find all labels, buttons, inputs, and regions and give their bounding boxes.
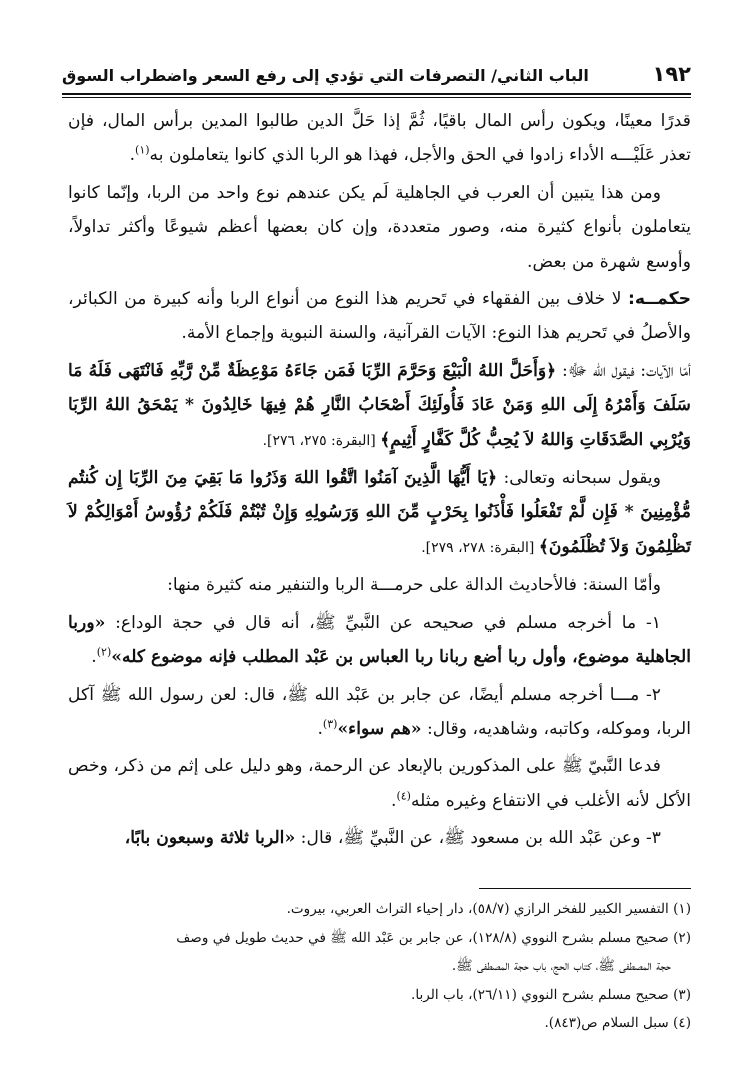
quran-paragraph: أمّا الآيات: فيقول الله ﷻ: ﴿وَأَحَلَّ اللهُ الْبَيْعَ وَحَرَّمَ الرِّبَا فَمَن جَاءَهُ مَوْعِظَةٌ مِّنْ رَّبِّهِ فَانْتَهَى فَلَهُ مَا سَلَفَ وَأَمْرُهُ إِلَى اللهِ وَمَنْ عَادَ فَأُولَئِكَ أَصْحَابُ النَّارِ هُمْ فِيهَا خَالِدُونَ * يَمْحَقُ اللهُ الرِّبَا وَيُرْبِي الصَّدَقَاتِ وَاللهُ لاَ يُحِبُّ كُلَّ كَفَّارٍ أَثِيمٍ﴾ [البقرة: ٢٧٥، ٢٧٦]. bbox=[68, 360, 691, 450]
paragraph: وأمّا السنة: فالأحاديث الدالة على حرمـــة الربا والتنفير منه كثيرة منها: bbox=[167, 575, 661, 596]
hadith-text: «هم سواء» bbox=[337, 718, 422, 739]
footnote-divider bbox=[479, 888, 691, 889]
quran-verse: ﴿يَا أَيُّهَا الَّذِينَ آمَنُوا اتَّقُوا اللهَ وَذَرُوا مَا بَقِيَ مِنَ الرِّبَا إِن كُنتُم مُّؤْمِنِينَ * فَإِن لَّمْ تَفْعَلُوا فَأْذَنُوا بِحَرْبٍ مِّنَ اللهِ وَرَسُولِهِ وَإِنْ تُبْتُمْ فَلَكُمْ رُؤُوسُ أَمْوَالِكُمْ لاَ تَظْلِمُونَ وَلاَ تُظْلَمُونَ﴾ bbox=[68, 468, 691, 557]
footnote-1: (١) التفسير الكبير للفخر الرازي (٥٨/٧)، دار إحياء التراث العربي، بيروت. bbox=[286, 901, 691, 917]
verse-reference: [البقرة: ٢٧٨، ٢٧٩]. bbox=[421, 539, 539, 556]
footnote-ref-4: (٤) bbox=[396, 788, 411, 802]
chapter-title: الباب الثاني/ التصرفات التي تؤدي إلى رفع السعر واضطراب السوق bbox=[62, 66, 589, 85]
footnote-ref-2: (٢) bbox=[96, 645, 112, 659]
footnote-ref-3: (٣) bbox=[322, 717, 338, 731]
footnote-2: (٢) صحيح مسلم بشرح النووي (١٢٨/٨)، عن جابر بن عَبْد الله ﷺ في حديث طويل في وصف bbox=[176, 929, 691, 946]
paragraph: قدرًا معينًا، ويكون رأس المال باقيًا، ثُمَّ إذا حَلَّ الدين طالبوا المدين برأس المال، فإن تعذر عَلَيْـــه الأداء زادوا في الحق والأجل، فهذا هو الربا الذي كانوا يتعاملون به$^{(١)}$. bbox=[68, 111, 691, 166]
ruling-heading: حكمــه: bbox=[628, 289, 691, 310]
hadith-paragraph: ١- ما أخرجه مسلم في صحيحه عن النَّبيِّ ﷺ، أنه قال في حجة الوداع: «وربا الجاهلية موضوع، وأول ربا أضع ربانا ربا العباس بن عَبْد المطلب فإنه موضوع كله»$^{(٢)}$. bbox=[68, 612, 691, 668]
ruling-paragraph: حكمــه: لا خلاف بين الفقهاء في تَحريم هذا النوع من أنواع الربا وأنه كبيرة من الكبائر، والأصلُ في تَحريم هذا النوع: الآيات القرآنية، والسنة النبوية وإجماع الأمة. bbox=[68, 289, 691, 344]
header-divider bbox=[62, 93, 691, 95]
hadith-paragraph: ٣- وعن عَبْد الله بن مسعود ﷺ، عن النَّبيِّ ﷺ، قال: «الربا ثلاثة وسبعون بابًا، bbox=[124, 828, 661, 849]
page-number: ١٩٢ bbox=[652, 62, 691, 86]
quran-verse: ﴿وَأَحَلَّ اللهُ الْبَيْعَ وَحَرَّمَ الرِّبَا فَمَن جَاءَهُ مَوْعِظَةٌ مِّنْ رَّبِّهِ فَانْتَهَى فَلَهُ مَا سَلَفَ وَأَمْرُهُ إِلَى اللهِ وَمَنْ عَادَ فَأُولَئِكَ أَصْحَابُ النَّارِ هُمْ فِيهَا خَالِدُونَ * يَمْحَقُ اللهُ الرِّبَا وَيُرْبِي الصَّدَقَاتِ وَاللهُ لاَ يُحِبُّ كُلَّ كَفَّارٍ أَثِيمٍ﴾ bbox=[68, 360, 691, 450]
footnote-3: (٣) صحيح مسلم بشرح النووي (٢٦/١١)، باب الربا. bbox=[411, 986, 691, 1003]
paragraph: فدعا النَّبيّ ﷺ على المذكورين بالإبعاد عن الرحمة، وهو دليل على إثم من ذكر، وخص الأكل لأنه الأغلب في الانتفاع وغيره مثله$^{(٤)}$. bbox=[68, 756, 691, 811]
running-header bbox=[62, 58, 691, 92]
footnote-4: (٤) سبل السلام ص(٨٤٣). bbox=[544, 1015, 691, 1031]
footnote-2-continued: حجة المصطفى ﷺ، كتاب الحج، باب حجة المصطفى ﷺ. bbox=[451, 958, 671, 974]
main-text bbox=[68, 104, 691, 859]
hadith-text: «الربا ثلاثة وسبعون بابًا، bbox=[124, 828, 296, 849]
footnotes bbox=[68, 895, 691, 1038]
hadith-text: «وربا الجاهلية موضوع، وأول ربا أضع ربانا ربا العباس بن عَبْد المطلب فإنه موضوع كله» bbox=[68, 612, 691, 668]
paragraph: ومن هذا يتبين أن العرب في الجاهلية لَم يكن عندهم نوع واحد من الربا، وإنّما كانوا يتعاملون بأنواع كثيرة منه، وصور متعددة، وإن كان بعضها أعظم شيوعًا وأكثر تداولاً، وأوسع شهرة من بعض. bbox=[68, 182, 691, 272]
header-divider-thin bbox=[62, 97, 691, 98]
hadith-paragraph: ٢- مـــا أخرجه مسلم أيضًا، عن جابر بن عَبْد الله ﷺ، قال: لعن رسول الله ﷺ آكل الربا، وموكله، وكاتبه، وشاهديه، وقال: «هم سواء»$^{(٣)}$. bbox=[68, 684, 691, 739]
verse-reference: [البقرة: ٢٧٥، ٢٧٦]. bbox=[262, 432, 381, 449]
quran-paragraph: ويقول سبحانه وتعالى: ﴿يَا أَيُّهَا الَّذِينَ آمَنُوا اتَّقُوا اللهَ وَذَرُوا مَا بَقِيَ مِنَ الرِّبَا إِن كُنتُم مُّؤْمِنِينَ * فَإِن لَّمْ تَفْعَلُوا فَأْذَنُوا بِحَرْبٍ مِّنَ اللهِ وَرَسُولِهِ وَإِنْ تُبْتُمْ فَلَكُمْ رُؤُوسُ أَمْوَالِكُمْ لاَ تَظْلِمُونَ وَلاَ تُظْلَمُونَ﴾ [البقرة: ٢٧٨، ٢٧٩]. bbox=[68, 468, 691, 557]
footnote-ref-1: (١) bbox=[135, 143, 150, 157]
